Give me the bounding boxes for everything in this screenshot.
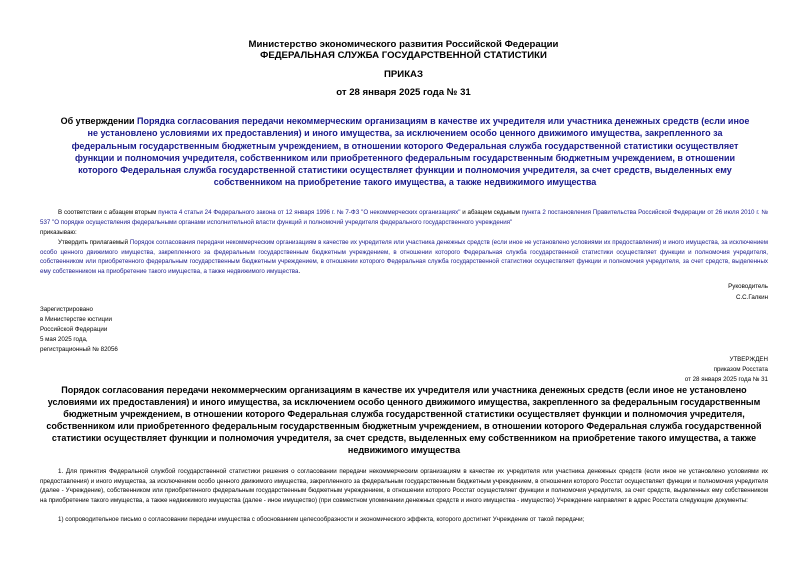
orders-word: приказываю:: [40, 229, 77, 236]
registration-line: 5 мая 2025 года,: [40, 336, 88, 343]
preamble-paragraph: [40, 208, 768, 227]
registration-line: регистрационный № 82056: [40, 346, 118, 353]
approve-text-1: Утвердить прилагаемый: [58, 239, 130, 246]
item-1-subitem-1: [40, 515, 768, 525]
approve-paragraph: [40, 238, 768, 276]
preamble-text-1: В соответствии с абзацем вторым: [58, 209, 159, 216]
preamble-link-decree[interactable]: пункта 2 постановления Правительства Российской Федерации от 26 июля 2010 г. № 537 "О порядке осуществления федеральными органами исполнительной власти функций и полномочий учредителя федерального государственного учреждения": [40, 209, 769, 226]
title-link[interactable]: Порядка согласования передачи некоммерческим организациям в качестве их учредителя или участника денежных средств (если иное не установлено условиями их предоставления) и иного имущества, за исключением особо ценного движимого имущества, закрепленного за федеральным государственным бюджетным учреждением, в отношении которого Федеральная служба государственной статистики осуществляет функции и полномочия учредителя, собственником или приобретенного федеральным государственным бюджетным учреждением, в отношении которого Федеральная служба государственной статистики осуществляет функции и полномочия учредителя, за счет средств, выделенных ему собственником на приобретение такого имущества, а также недвижимого имущества: [71, 116, 750, 188]
approved-stamp-line1: УТВЕРЖДЕН: [729, 356, 768, 363]
preamble-link-law[interactable]: пункта 4 статьи 24 Федерального закона от 12 января 1996 г. № 7-ФЗ "О некоммерческих организациях": [158, 209, 461, 216]
document-date-number: от 28 января 2025 года № 31: [336, 87, 471, 98]
registration-line: Зарегистрировано: [40, 306, 93, 313]
signature-position: Руководитель: [728, 283, 768, 290]
signature-name: С.С.Галкин: [735, 294, 768, 301]
approved-stamp-line3: от 28 января 2025 года № 31: [684, 376, 768, 383]
approved-stamp-line2: приказом Росстата: [713, 366, 768, 373]
item-1-subitem-1-text: 1) сопроводительное письмо о согласовании передачи имущества с обоснованием целесообразности и экономического эффекта, которого достигнет Учреждение от такой передачи;: [58, 516, 585, 523]
preamble-text-2: и абзацем седьмым: [460, 209, 522, 216]
service-name: ФЕДЕРАЛЬНАЯ СЛУЖБА ГОСУДАРСТВЕННОЙ СТАТИСТИКИ: [260, 50, 547, 61]
title-prefix: Об утверждении: [60, 116, 138, 126]
registration-line: Российской Федерации: [40, 326, 108, 333]
ministry-name: Министерство экономического развития Российской Федерации: [248, 39, 559, 50]
registration-line: в Министерстве юстиции: [40, 316, 113, 323]
document-type: ПРИКАЗ: [384, 69, 423, 80]
approve-text-2: .: [298, 267, 301, 275]
order-title: Порядок согласования передачи некоммерческим организациям в качестве их учредителя или участника денежных средств (если иное не установлено условиями их предоставления) и иного имущества, за исключением особо ценного движимого имущества, закрепленного за федеральным государственным бюджетным учреждением, в отношении которого Федеральная служба государственной статистики осуществляет функции и полномочия учредителя, собственником или приобретенного федеральным государственным бюджетным учреждением, в отношении которого Федеральная служба государственной статистики осуществляет функции и полномочия учредителя, за счет средств, выделенных ему собственником на приобретение такого имущества, а также недвижимого имущества: [46, 385, 762, 455]
item-1-text: 1. Для принятия Федеральной службой государственной статистики решения о согласовании передачи некоммерческим организациям в качестве их учредителя или участника денежных средств (если иное не установлено условиями их предоставления) и иного имущества, за исключением особо ценного движимого имущества, закрепленного за федеральным государственным бюджетным учреждением, в отношении которого Росстат осуществляет функции и полномочия учредителя (далее - Учреждение), собственником или приобретенного федеральным государственным бюджетным учреждением, в отношении которого Росстат осуществляет функции и полномочия учредителя, за счет средств, выделенных ему собственником на приобретение такого имущества, а также недвижимого имущества (далее - иное имущество) (при совместном упоминании денежных средств и иного имущества - имущество) Учреждение направляет в адрес Росстата следующие документы:: [40, 468, 768, 504]
item-1-paragraph: [40, 467, 768, 505]
approve-link-order[interactable]: Порядок согласования передачи некоммерческим организациям в качестве их учредителя или участника денежных средств (если иное не установлено условиями их предоставления) и иного имущества, за исключением особо ценного движимого имущества, закрепленного за федеральным государственным бюджетным учреждением, в отношении которого Федеральная служба государственной статистики осуществляет функции и полномочия учредителя, собственником или приобретенного федеральным государственным бюджетным учреждением, в отношении которого Федеральная служба государственной статистики осуществляет функции и полномочия учредителя, за счет средств, выделенных ему собственником на приобретение такого имущества, а также недвижимого имущества: [40, 239, 768, 275]
document-title: [60, 115, 750, 189]
